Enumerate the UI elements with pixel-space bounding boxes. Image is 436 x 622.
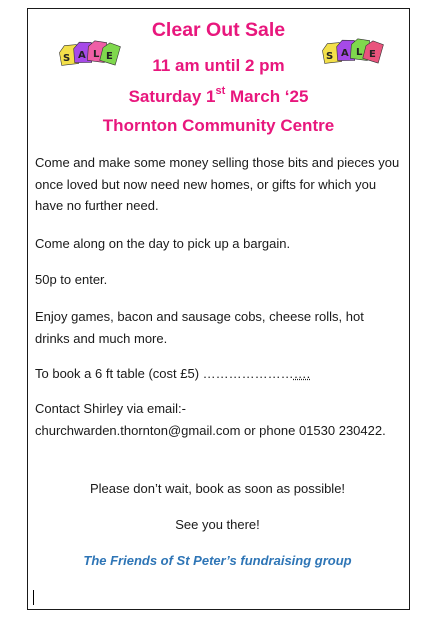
svg-text:L: L [93,49,100,60]
signoff-line: The Friends of St Peter’s fundraising group [83,553,352,568]
document-page [27,8,410,610]
svg-text:E: E [106,51,113,62]
event-date-suffix: st [215,85,226,98]
event-date-month-year: March ‘25 [225,87,309,106]
text-cursor[interactable] [33,590,34,605]
svg-text:E: E [369,49,376,60]
event-venue: Thornton Community Centre [102,116,335,135]
refreshments-paragraph: Enjoy games, bacon and sausage cobs, cheese rolls, hot drinks and much more. [35,309,364,346]
bargain-paragraph: Come along on the day to pick up a bargain. [35,236,291,251]
booking-text: To book a 6 ft table (cost £5) ………………… [35,366,294,381]
entry-fee-paragraph: 50p to enter. [35,272,108,287]
svg-text:A: A [341,48,349,59]
see-you-line: See you there! [175,517,260,532]
event-date-day: Saturday 1 [128,87,216,106]
booking-paragraph [35,363,400,385]
svg-text:S: S [326,51,334,62]
flyer-title: Clear Out Sale [151,19,286,41]
contact-details[interactable]: churchwarden.thornton@gmail.com or phone 01530 230422. [35,422,386,438]
svg-text:A: A [78,50,86,61]
contact-line-1: Contact Shirley via email:- [35,401,186,416]
event-date [28,87,409,107]
contact-paragraph [35,398,400,441]
booking-dotted-tail: …. [293,366,311,381]
urge-line: Please don’t wait, book as soon as possible! [89,481,346,496]
svg-text:L: L [356,47,363,58]
intro-paragraph: Come and make some money selling those bits and pieces you once loved but now need new homes, or gifts for which you have no further need. [35,155,400,213]
tag-letter-s: S [63,53,71,64]
event-time: 11 am until 2 pm [152,56,285,75]
